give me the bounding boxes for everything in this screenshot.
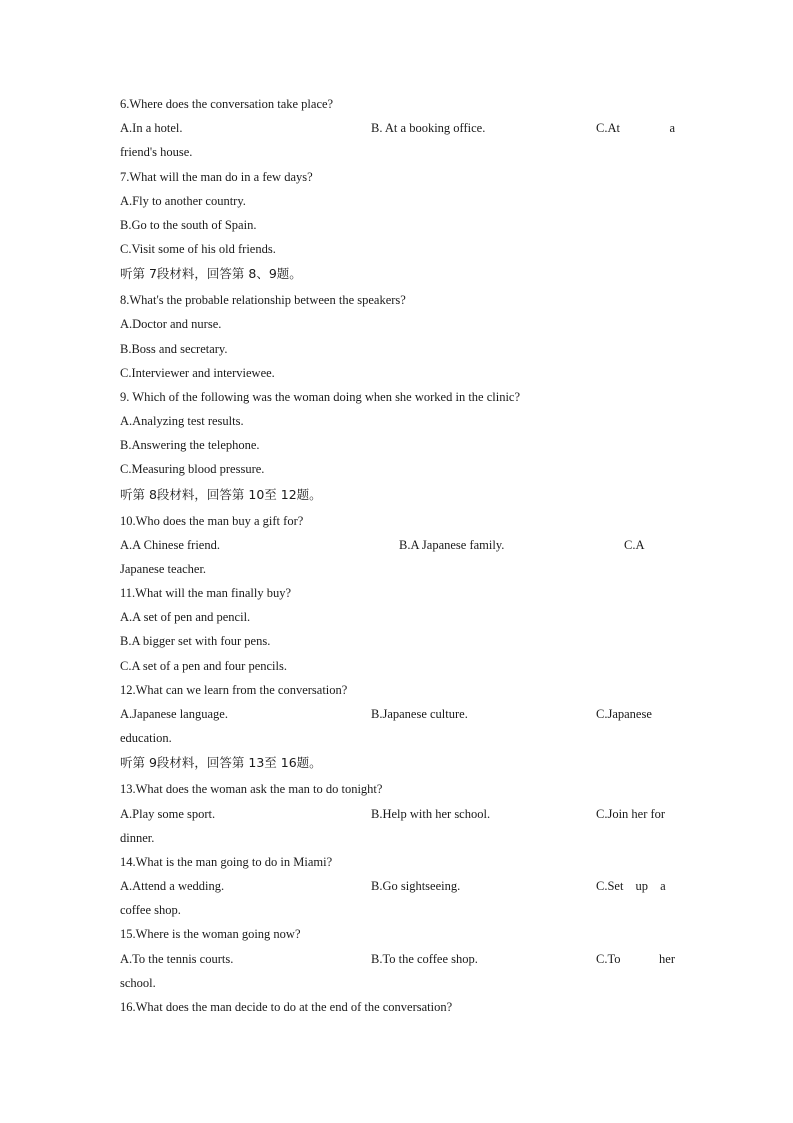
option-b: [120, 217, 675, 233]
option-c: [120, 365, 675, 381]
question-16: [120, 999, 675, 1015]
question-text: 13.What does the woman ask the man to do tonight?: [120, 782, 383, 796]
question-text: 10.Who does the man buy a gift for?: [120, 514, 304, 528]
option-b: B.Japanese culture.: [371, 707, 468, 721]
option-c: C.At: [596, 121, 620, 135]
option-b: [120, 437, 675, 453]
option-b: B.To the coffee shop.: [371, 952, 478, 966]
option-b: B.A Japanese family.: [399, 538, 505, 552]
question-12: [120, 682, 675, 698]
option-c: [120, 461, 675, 477]
option-a: A.Play some sport.: [120, 807, 216, 821]
question-9: [120, 389, 675, 405]
option-text: B.Boss and secretary.: [120, 342, 228, 356]
option-text: A.Doctor and nurse.: [120, 317, 222, 331]
option-a: A.In a hotel.: [120, 121, 183, 135]
option-a: A.Attend a wedding.: [120, 879, 225, 893]
section-heading-text: 听第 7段材料，回答第 8、9题。: [120, 266, 302, 281]
option-c-wrap: [120, 902, 675, 918]
option-c: [120, 241, 675, 257]
question-15: [120, 926, 675, 942]
question-text: 8.What's the probable relationship between the speakers?: [120, 293, 406, 307]
option-c-continued: her: [659, 952, 675, 966]
question-text: 14.What is the man going to do in Miami?: [120, 855, 333, 869]
option-c-wrap-text: school.: [120, 976, 156, 990]
option-text: C.Interviewer and interviewee.: [120, 366, 275, 380]
question-text: 7.What will the man do in a few days?: [120, 170, 313, 184]
option-b: B. At a booking office.: [371, 121, 486, 135]
question-text: 15.Where is the woman going now?: [120, 927, 301, 941]
option-text: B.Answering the telephone.: [120, 438, 260, 452]
option-text: C.A set of a pen and four pencils.: [120, 659, 287, 673]
option-c-wrap: [120, 730, 675, 746]
question-10: [120, 513, 675, 529]
option-b: B.Help with her school.: [371, 807, 491, 821]
option-a: [120, 316, 675, 332]
question-text: 16.What does the man decide to do at the end of the conversation?: [120, 1000, 453, 1014]
section-heading-text: 听第 9段材料，回答第 13至 16题。: [120, 755, 322, 770]
question-14: [120, 854, 675, 870]
option-text: B.Go to the south of Spain.: [120, 218, 257, 232]
question-text: 12.What can we learn from the conversation?: [120, 683, 348, 697]
question-text: 11.What will the man finally buy?: [120, 586, 292, 600]
question-8: [120, 292, 675, 308]
option-c: C.Set up a: [596, 879, 666, 893]
option-b: B.Go sightseeing.: [371, 879, 461, 893]
option-a: A.A Chinese friend.: [120, 538, 220, 552]
section-heading: [120, 487, 675, 503]
option-b: [120, 341, 675, 357]
option-c-continued: a: [669, 121, 675, 135]
option-c-wrap: [120, 975, 675, 991]
section-heading: [120, 266, 675, 282]
question-13: [120, 781, 675, 797]
question-7: [120, 169, 675, 185]
option-text: A.Analyzing test results.: [120, 414, 244, 428]
option-text: B.A bigger set with four pens.: [120, 634, 271, 648]
option-c: [120, 658, 675, 674]
question-11: [120, 585, 675, 601]
section-heading: [120, 755, 675, 771]
option-a: [120, 609, 675, 625]
option-a: A.Japanese language.: [120, 707, 228, 721]
option-a: [120, 193, 675, 209]
question-text: 9. Which of the following was the woman doing when she worked in the clinic?: [120, 390, 521, 404]
option-text: A.A set of pen and pencil.: [120, 610, 251, 624]
question-text: 6.Where does the conversation take place?: [120, 97, 334, 111]
option-c: C.Japanese: [596, 707, 652, 721]
option-a: A.To the tennis courts.: [120, 952, 234, 966]
option-c: C.A: [624, 538, 645, 552]
section-heading-text: 听第 8段材料，回答第 10至 12题。: [120, 487, 322, 502]
option-a: [120, 413, 675, 429]
option-c-wrap-text: education.: [120, 731, 172, 745]
option-c-wrap: [120, 144, 675, 160]
option-b: [120, 633, 675, 649]
option-c: C.Join her for: [596, 807, 666, 821]
option-c-wrap-text: Japanese teacher.: [120, 562, 207, 576]
option-c-wrap-text: friend's house.: [120, 145, 193, 159]
option-c-wrap: [120, 561, 675, 577]
option-c: C.To: [596, 952, 621, 966]
question-6: [120, 96, 675, 112]
option-c-wrap: [120, 830, 675, 846]
option-text: A.Fly to another country.: [120, 194, 246, 208]
option-c-wrap-text: dinner.: [120, 831, 155, 845]
option-text: C.Measuring blood pressure.: [120, 462, 265, 476]
option-c-wrap-text: coffee shop.: [120, 903, 181, 917]
option-text: C.Visit some of his old friends.: [120, 242, 276, 256]
